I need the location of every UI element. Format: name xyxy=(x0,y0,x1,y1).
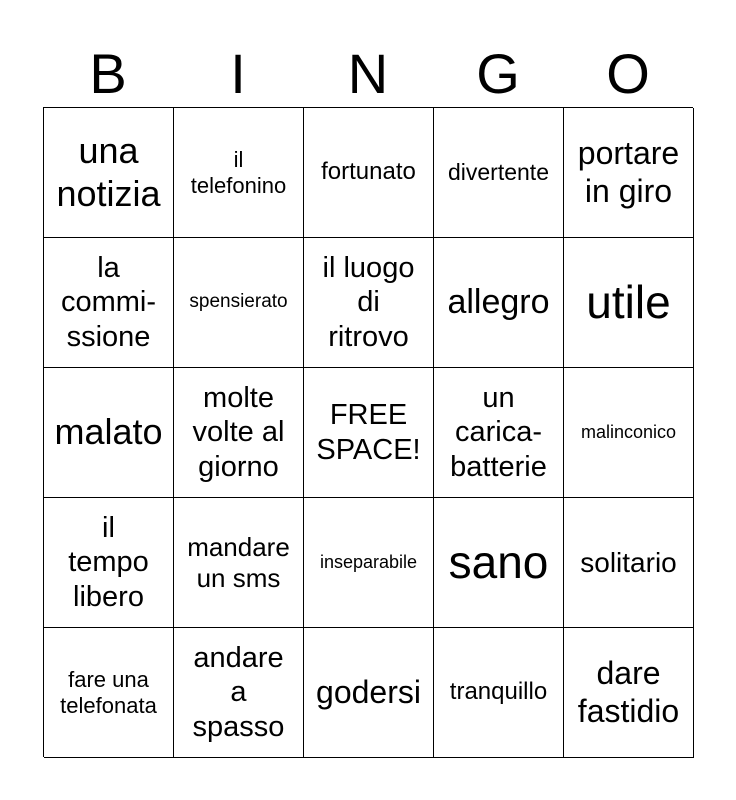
bingo-cell[interactable] xyxy=(304,108,434,238)
bingo-cell[interactable] xyxy=(44,498,174,628)
bingo-cell[interactable] xyxy=(564,238,694,368)
free-space-cell[interactable] xyxy=(304,368,434,498)
header-letter-i: I xyxy=(230,42,246,105)
bingo-cell[interactable] xyxy=(564,108,694,238)
cell-text: un carica- batterie xyxy=(450,382,547,483)
cell-text: andare a spasso xyxy=(192,642,285,743)
bingo-cell[interactable] xyxy=(304,628,434,758)
cell-text: la commi- ssione xyxy=(60,252,157,353)
cell-text: il tempo libero xyxy=(68,512,149,613)
bingo-board xyxy=(43,107,693,757)
bingo-cell[interactable] xyxy=(174,498,304,628)
bingo-cell[interactable] xyxy=(44,368,174,498)
cell-text: mandare un sms xyxy=(187,531,290,593)
bingo-cell[interactable] xyxy=(434,238,564,368)
cell-text: spensierato xyxy=(189,291,288,313)
cell-text: godersi xyxy=(316,673,421,710)
bingo-cell[interactable] xyxy=(44,108,174,238)
bingo-cell[interactable] xyxy=(44,238,174,368)
cell-text: utile xyxy=(586,276,671,329)
header-letter-n: N xyxy=(347,42,389,105)
header-letter-o: O xyxy=(606,42,650,105)
header-letter-b: B xyxy=(89,42,127,105)
cell-text: il luogo di ritrovo xyxy=(322,252,415,353)
bingo-cell[interactable] xyxy=(304,238,434,368)
bingo-cell[interactable] xyxy=(304,498,434,628)
cell-text: il telefonino xyxy=(190,146,287,198)
bingo-cell[interactable] xyxy=(434,498,564,628)
bingo-cell[interactable] xyxy=(564,368,694,498)
cell-text: portare in giro xyxy=(577,134,680,209)
cell-text: tranquillo xyxy=(449,678,548,706)
bingo-cell[interactable] xyxy=(564,628,694,758)
bingo-cell[interactable] xyxy=(434,108,564,238)
cell-text: fortunato xyxy=(321,158,416,186)
bingo-cell[interactable] xyxy=(174,628,304,758)
bingo-cell[interactable] xyxy=(174,368,304,498)
cell-text: molte volte al giorno xyxy=(192,382,285,483)
cell-text: solitario xyxy=(580,546,677,578)
cell-text: una notizia xyxy=(56,130,161,214)
bingo-cell[interactable] xyxy=(44,628,174,758)
cell-text: divertente xyxy=(447,158,549,185)
bingo-cell[interactable] xyxy=(434,628,564,758)
cell-text: fare una telefonata xyxy=(60,666,157,718)
bingo-cell[interactable] xyxy=(564,498,694,628)
bingo-header xyxy=(43,40,693,108)
cell-text: malinconico xyxy=(580,421,677,442)
cell-text: dare fastidio xyxy=(577,654,680,729)
bingo-cell[interactable] xyxy=(174,108,304,238)
cell-text: malato xyxy=(54,411,163,453)
cell-text: sano xyxy=(448,536,549,589)
cell-text: allegro xyxy=(447,283,550,322)
cell-text: inseparabile xyxy=(319,551,418,572)
bingo-cell[interactable] xyxy=(174,238,304,368)
header-letter-g: G xyxy=(476,42,520,105)
bingo-cell[interactable] xyxy=(434,368,564,498)
free-space-label: FREE SPACE! xyxy=(316,399,421,466)
